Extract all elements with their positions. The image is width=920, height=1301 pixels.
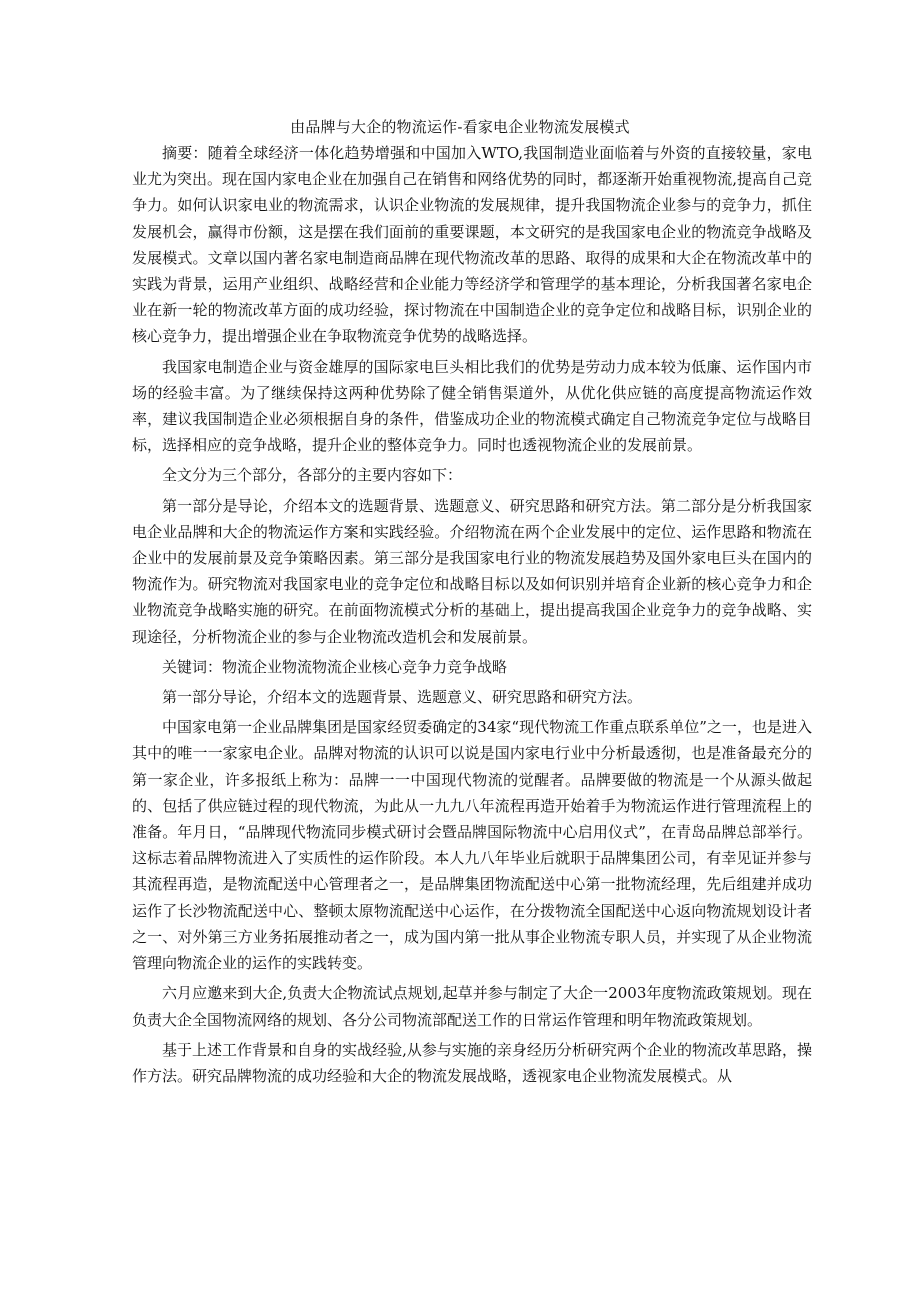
document-body xyxy=(132,140,812,1093)
body-paragraph: 我国家电制造企业与资金雄厚的国际家电巨头相比我们的优势是劳动力成本较为低廉、运作国内市场的经验丰富。为了继续保持这两种优势除了健全销售渠道外，从优化供应链的高度提高物流运作效率，建议我国制造企业必须根据自身的条件，借鉴成功企业的物流模式确定自己物流竞争定位与战略目标，选择相应的竞争战略，提升企业的整体竞争力。同时也透视物流企业的发展前景。 xyxy=(132,357,812,455)
body-paragraph: 基于上述工作背景和自身的实战经验,从参与实施的亲身经历分析研究两个企业的物流改革思路，操作方法。研究品牌物流的成功经验和大企的物流发展战略，透视家电企业物流发展模式。从 xyxy=(132,1040,812,1085)
body-paragraph: 六月应邀来到大企,负责大企物流试点规划,起草并参与制定了大企一2003年度物流政策规划。现在负责大企全国物流网络的规划、各分公司物流部配送工作的日常运作管理和明年物流政策规划。 xyxy=(132,984,812,1029)
body-paragraph: 第一部分是导论，介绍本文的选题背景、选题意义、研究思路和研究方法。第二部分是分析我国家电企业品牌和大企的物流运作方案和实践经验。介绍物流在两个企业发展中的定位、运作思路和物流在企业中的发展前景及竞争策略因素。第三部分是我国家电行业的物流发展趋势及国外家电巨头在国内的物流作为。研究物流对我国家电业的竞争定位和战略目标以及如何识别并培育企业新的核心竞争力和企业物流竞争战略实施的研究。在前面物流模式分析的基础上，提出提高我国企业竞争力的竞争战略、实现途径，分析物流企业的参与企业物流改造机会和发展前景。 xyxy=(132,496,812,646)
keywords-paragraph: 关键词：物流企业物流物流企业核心竞争力竞争战略 xyxy=(162,657,508,676)
body-paragraph: 中国家电第一企业品牌集团是国家经贸委确定的34家“现代物流工作重点联系单位”之一，也是进入其中的唯一一家家电企业。品牌对物流的认识可以说是国内家电行业中分析最透彻，也是准备最充分的第一家企业，许多报纸上称为：品牌一一中国现代物流的觉醒者。品牌要做的物流是一个从源头做起的、包括了供应链过程的现代物流，为此从一九九八年流程再造开始着手为物流运作进行管理流程上的准备。年月日，“品牌现代物流同步模式研讨会暨品牌国际物流中心启用仪式”，在青岛品牌总部举行。这标志着品牌物流进入了实质性的运作阶段。本人九八年毕业后就职于品牌集团公司，有幸见证并参与其流程再造，是物流配送中心管理者之一，是品牌集团物流配送中心第一批物流经理，先后组建并成功运作了长沙物流配送中心、整顿太原物流配送中心运作，在分拨物流全国配送中心返向物流规划设计者之一、对外第三方业务拓展推动者之一，成为国内第一批从事企业物流专职人员，并实现了从企业物流管理向物流企业的运作的实践转变。 xyxy=(132,718,812,973)
abstract-paragraph: 摘要：随着全球经济一体化趋势增强和中国加入WTO,我国制造业面临着与外资的直接较量，家电业尤为突出。现在国内家电企业在加强自己在销售和网络优势的同时，都逐渐开始重视物流,提高自己竞争力。如何认识家电业的物流需求，认识企业物流的发展规律，提升我国物流企业参与的竞争力，抓住发展机会，赢得市份额，这是摆在我们面前的重要课题，本文研究的是我国家电企业的物流竞争战略及发展模式。文章以国内著名家电制造商品牌在现代物流改革的思路、取得的成果和大企在物流改革中的实践为背景，运用产业组织、战略经营和企业能力等经济学和管理学的基本理论，分析我国著名家电企业在新一轮的物流改革方面的成功经验，探讨物流在中国制造企业的竞争定位和战略目标，识别企业的核心竞争力，提出增强企业在争取物流竞争优势的战略选择。 xyxy=(132,144,812,346)
document-title: 由品牌与大企的物流运作-看家电企业物流发展模式 xyxy=(290,118,630,136)
body-paragraph: 第一部分导论，介绍本文的选题背景、选题意义、研究思路和研究方法。 xyxy=(162,688,643,707)
body-paragraph: 全文分为三个部分，各部分的主要内容如下： xyxy=(162,466,463,485)
